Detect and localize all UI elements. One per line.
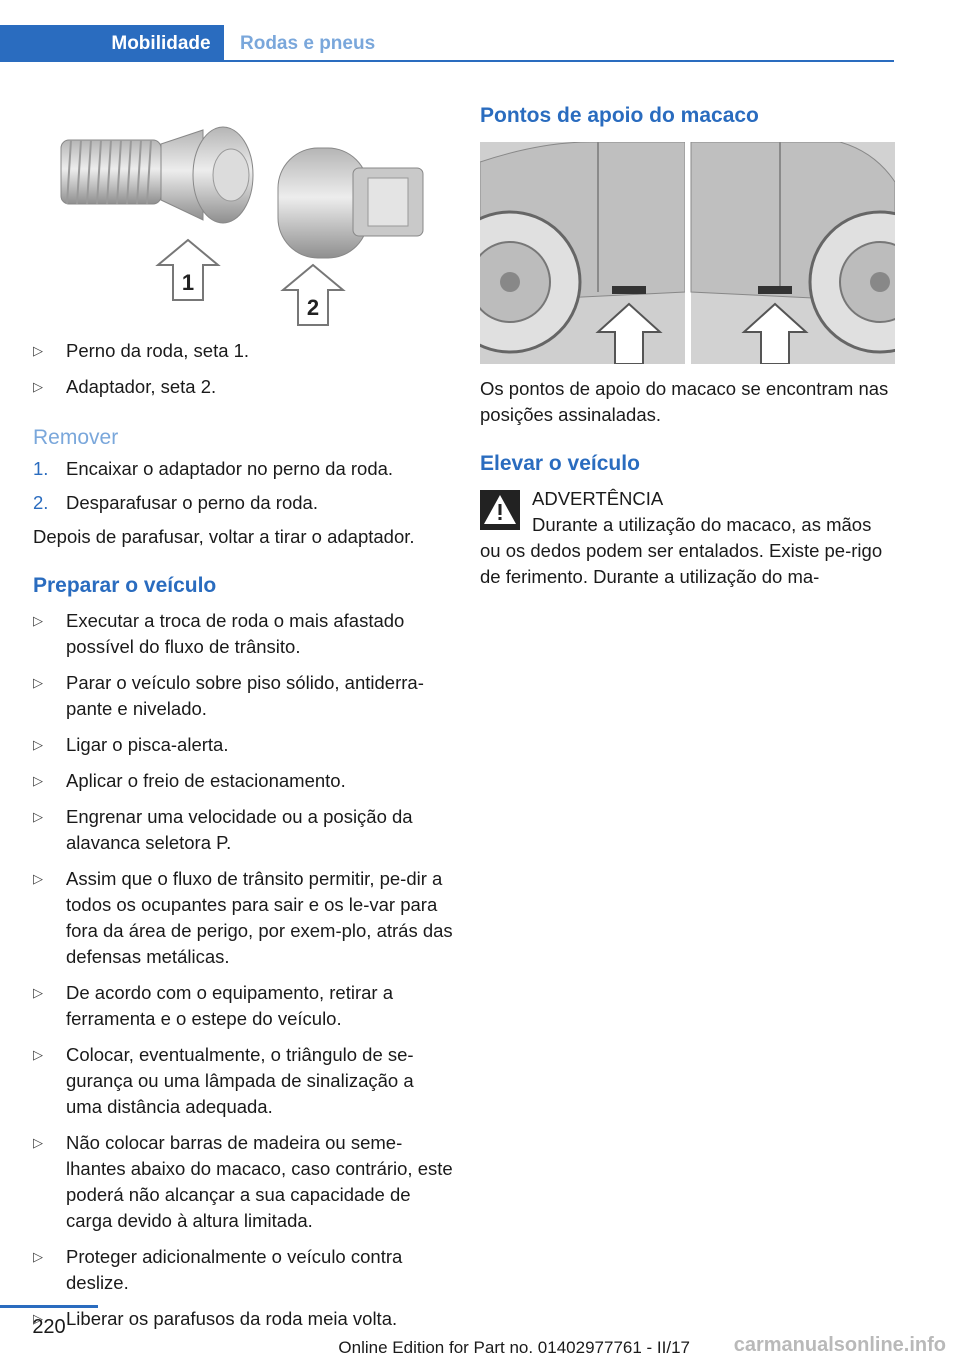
list-item: ▷ Engrenar uma velocidade ou a posição da alavanca seletora P. xyxy=(33,804,453,856)
preparar-list xyxy=(33,608,453,1332)
figure-label-2: 2 xyxy=(306,295,320,320)
warning-body: ou os dedos podem ser entalados. Existe pe-rigo de ferimento. Durante a utilização do ma- xyxy=(480,540,883,587)
figure-label-1: 1 xyxy=(181,270,195,295)
list-item: ▷ Adaptador, seta 2. xyxy=(33,374,453,400)
jack-points-figure xyxy=(480,142,895,364)
list-item: ▷ Ligar o pisca-alerta. xyxy=(33,732,453,758)
warning-first-line: Durante a utilização do macaco, as mãos xyxy=(532,514,872,535)
edition-note: Online Edition for Part no. 01402977761 - II/17 xyxy=(338,1338,690,1357)
watermark: carmanualsonline.info xyxy=(733,1334,946,1356)
list-item: ▷ Executar a troca de roda o mais afastado possível do fluxo de trânsito. xyxy=(33,608,453,660)
list-item: ▷ Colocar, eventualmente, o triângulo de se-gurança ou uma lâmpada de sinalização a uma distância adequada. xyxy=(33,1042,453,1120)
list-item: ▷ Liberar os parafusos da roda meia volta. xyxy=(33,1306,453,1332)
right-column xyxy=(480,90,900,590)
warning-triangle-icon xyxy=(480,490,520,530)
list-item: ▷ Aplicar o freio de estacionamento. xyxy=(33,768,453,794)
remover-note: Depois de parafusar, voltar a tirar o adaptador. xyxy=(33,526,415,547)
header-rule xyxy=(224,60,894,62)
list-item: ▷ Proteger adicionalmente o veículo contra deslize. xyxy=(33,1244,453,1296)
list-item: ▷ Não colocar barras de madeira ou seme-lhantes abaixo do macaco, caso contrário, este poderá não alcançar a sua capacidade de carga devido à altura limitada. xyxy=(33,1130,453,1234)
list-item: 2. Desparafusar o perno da roda. xyxy=(33,492,318,513)
elevar-heading: Elevar o veículo xyxy=(480,452,640,475)
remover-steps xyxy=(33,456,453,516)
pontos-heading: Pontos de apoio do macaco xyxy=(480,104,759,127)
pontos-text: Os pontos de apoio do macaco se encontram nas posições assinaladas. xyxy=(480,378,889,425)
tab-rodas-e-pneus[interactable]: Rodas e pneus xyxy=(240,32,376,54)
list-item: ▷ Assim que o fluxo de trânsito permitir, pe-dir a todos os ocupantes para sair e os le-var para fora da área de perigo, por exem-plo, atrás das defensas metálicas. xyxy=(33,866,453,970)
left-column xyxy=(33,90,453,1332)
footer-rule xyxy=(0,1305,98,1308)
warning-block xyxy=(480,486,900,538)
list-item: ▷ De acordo com o equipamento, retirar a ferramenta e o estepe do veículo. xyxy=(33,980,453,1032)
page-number: 220 xyxy=(32,1316,66,1338)
list-item: 1. Encaixar o adaptador no perno da roda. xyxy=(33,458,394,479)
remover-heading: Remover xyxy=(33,426,119,449)
page-header xyxy=(0,0,960,62)
warning-text xyxy=(532,486,871,538)
preparar-heading: Preparar o veículo xyxy=(33,574,217,597)
bolt-legend-list xyxy=(33,338,453,400)
tab-mobilidade[interactable]: Mobilidade xyxy=(98,25,224,62)
header-bar xyxy=(0,25,98,62)
list-item: ▷ Parar o veículo sobre piso sólido, antiderra-pante e nivelado. xyxy=(33,670,453,722)
warning-title: ADVERTÊNCIA xyxy=(532,488,664,509)
list-item: ▷ Perno da roda, seta 1. xyxy=(33,338,453,364)
wheel-bolt-figure xyxy=(33,90,453,335)
